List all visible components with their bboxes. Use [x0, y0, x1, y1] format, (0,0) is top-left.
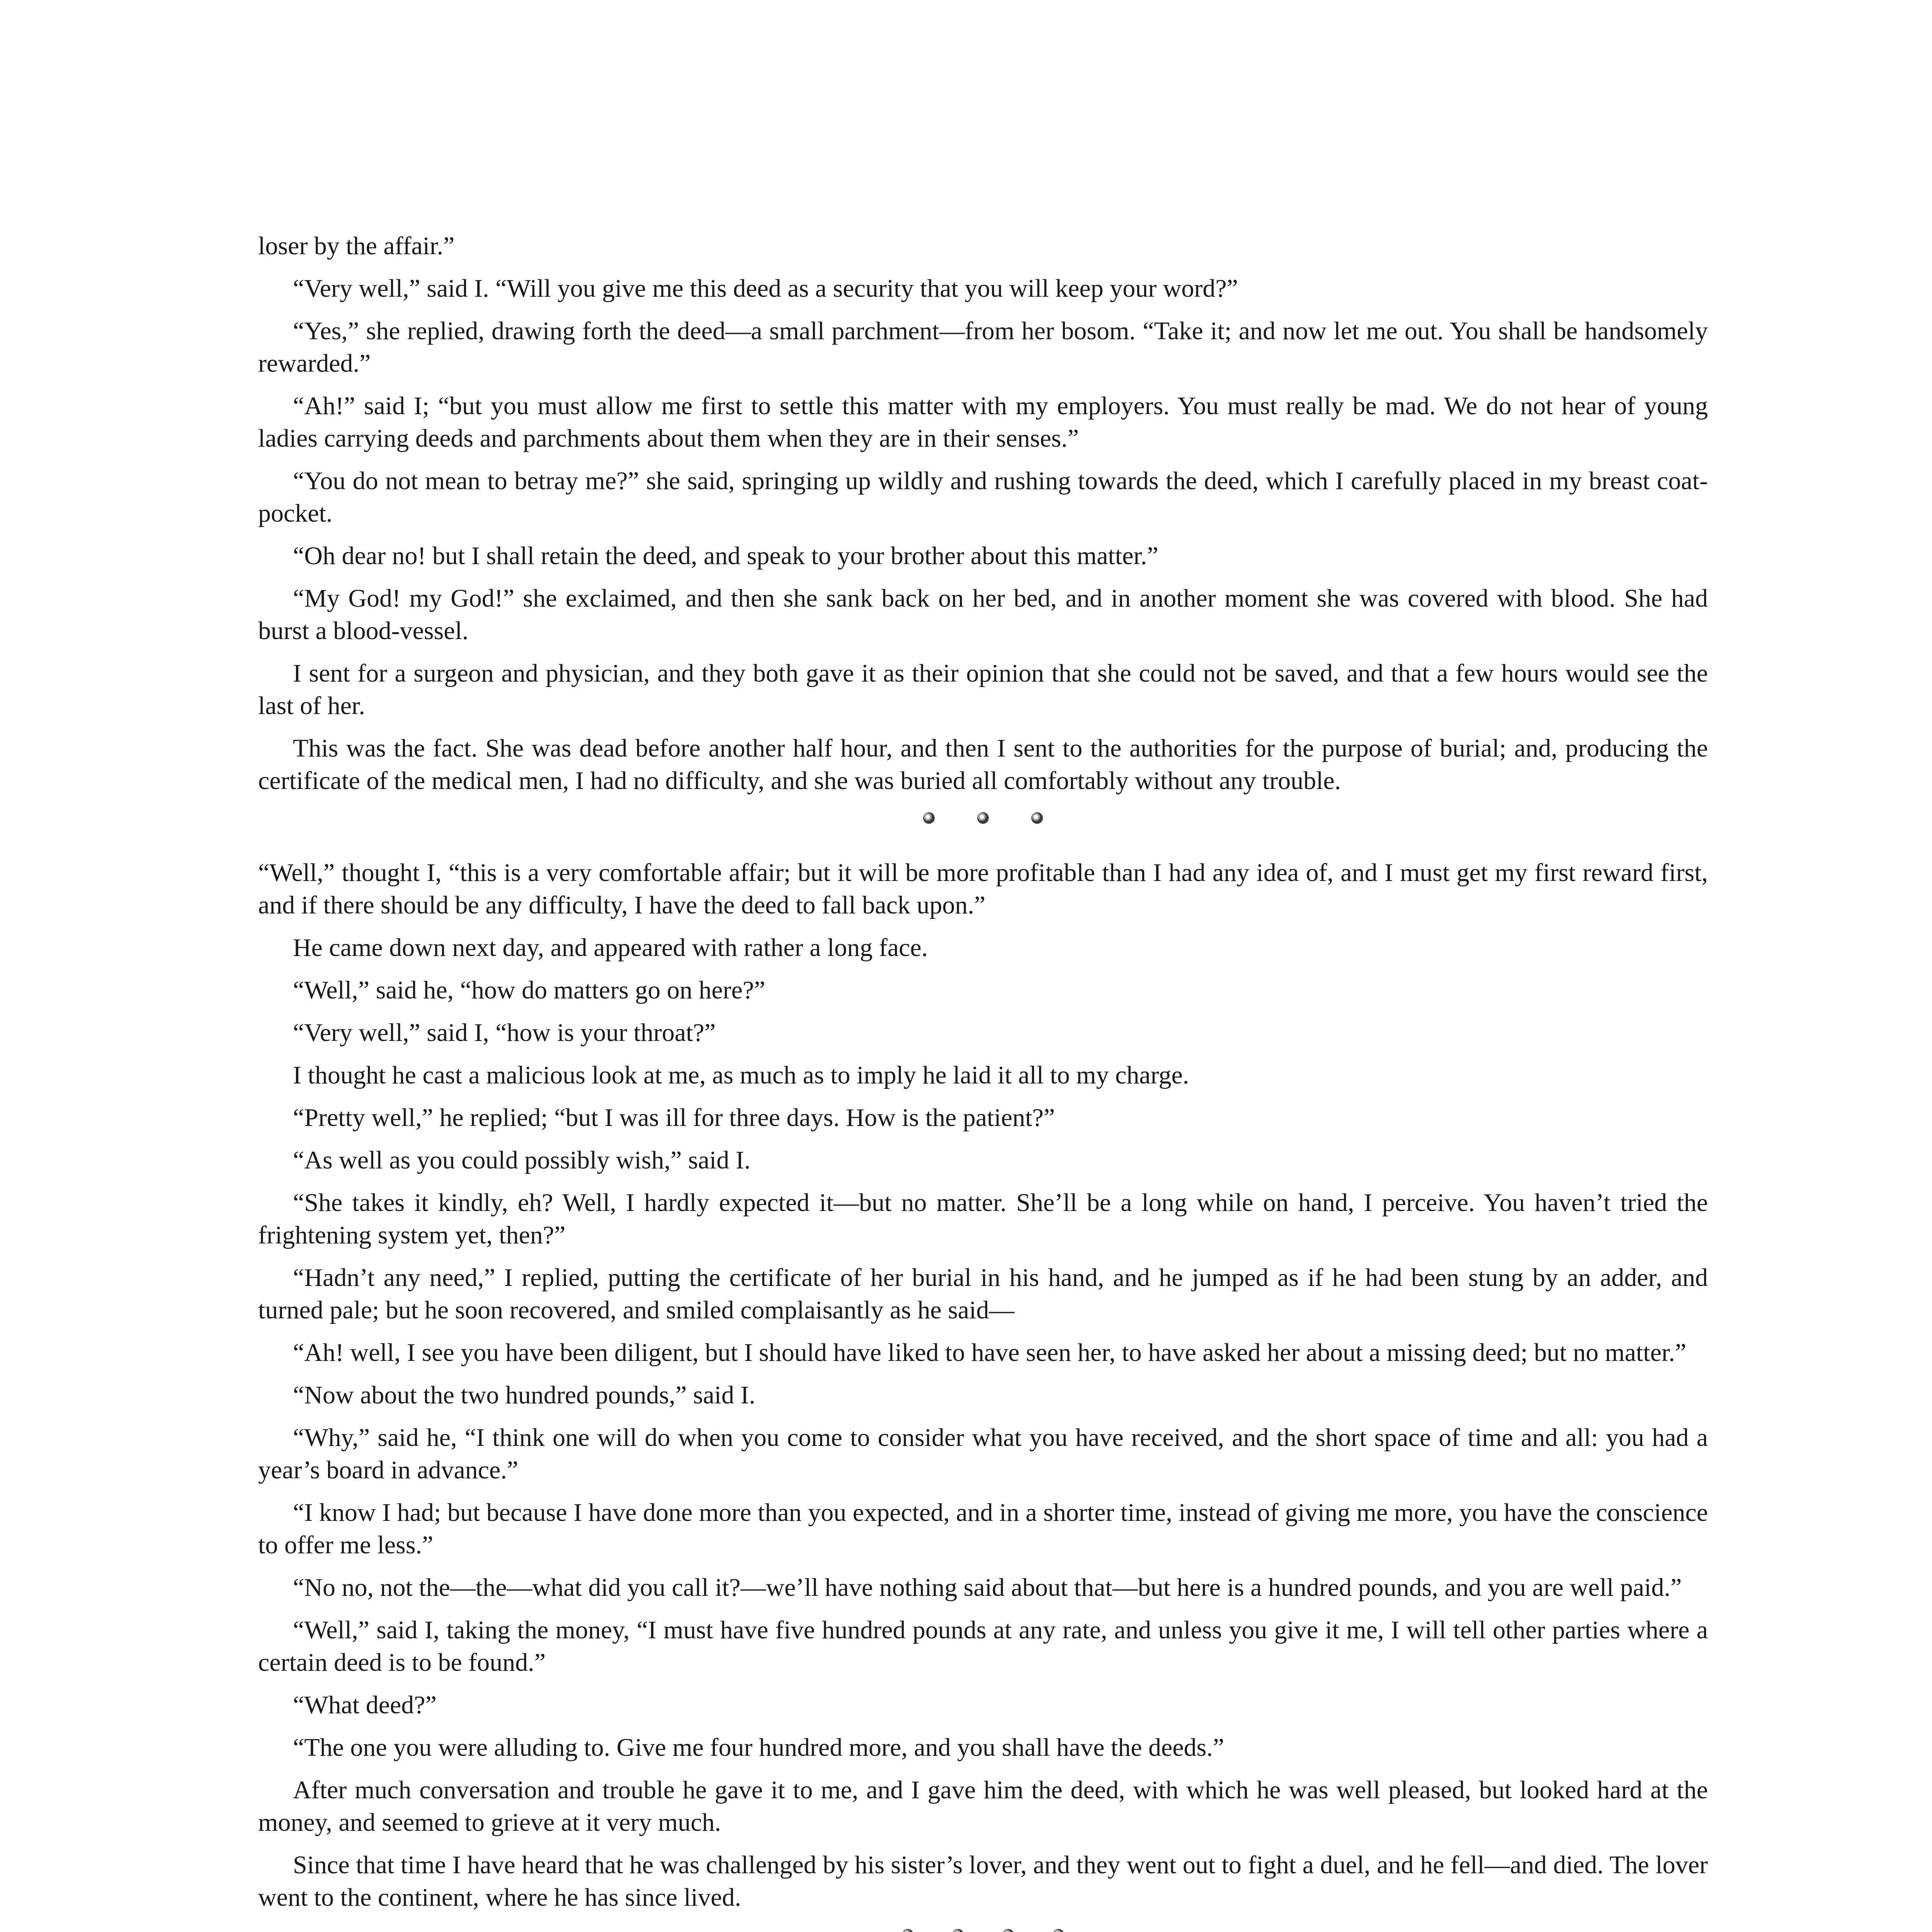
- paragraph: “Well,” thought I, “this is a very comfortable affair; but it will be more profitable than I had any idea of, and I must get my first reward first, and if there should be any difficulty, I have the deed to fall back upon.”: [258, 859, 1708, 919]
- bullet-ornament-icon: [1002, 1929, 1014, 1932]
- section-separator: [258, 1924, 1708, 1932]
- paragraph: “My God! my God!” she exclaimed, and then she sank back on her bed, and in another moment she was covered with blood. She had burst a blood-vessel.: [258, 584, 1708, 645]
- paragraph: He came down next day, and appeared with rather a long face.: [293, 934, 928, 962]
- paragraph: This was the fact. She was dead before another half hour, and then I sent to the authorities for the purpose of burial; and, producing the certificate of the medical men, I had no difficulty, and she was buried all comfortably without any trouble.: [258, 734, 1708, 795]
- paragraph: After much conversation and trouble he gave it to me, and I gave him the deed, with which he was well pleased, but looked hard at the money, and seemed to grieve at it very much.: [258, 1776, 1708, 1837]
- section-1: [258, 230, 1708, 797]
- paragraph: “Well,” said he, “how do matters go on here?”: [293, 976, 765, 1004]
- paragraph: “Well,” said I, taking the money, “I must have five hundred pounds at any rate, and unless you give it me, I will tell other parties where a certain deed is to be found.”: [258, 1616, 1708, 1677]
- bullet-ornament-icon: [923, 812, 935, 824]
- bullet-ornament-icon: [1053, 1929, 1064, 1932]
- paragraph: “Very well,” said I. “Will you give me this deed as a security that you will keep your word?”: [293, 274, 1238, 303]
- paragraph: “Ah! well, I see you have been diligent, but I should have liked to have seen her, to have asked her about a missing deed; but no matter.”: [293, 1338, 1687, 1367]
- paragraph: Since that time I have heard that he was challenged by his sister’s lover, and they went out to fight a duel, and he fell—and died. The lover went to the continent, where he has since lived.: [258, 1851, 1708, 1912]
- paragraph: “What deed?”: [293, 1691, 437, 1719]
- paragraph: I sent for a surgeon and physician, and they both gave it as their opinion that she could not be saved, and that a few hours would see the last of her.: [258, 659, 1708, 720]
- section-separator: [258, 807, 1708, 829]
- document-page: [258, 230, 1708, 1932]
- bullet-ornament-icon: [977, 812, 989, 824]
- paragraph: “Ah!” said I; “but you must allow me first to settle this matter with my employers. You must really be mad. We do not hear of young ladies carrying deeds and parchments about them when they are in their senses.”: [258, 392, 1708, 452]
- bullet-ornament-icon: [952, 1929, 964, 1932]
- paragraph: I thought he cast a malicious look at me, as much as to imply he laid it all to my charge.: [293, 1061, 1189, 1089]
- paragraph: “The one you were alluding to. Give me four hundred more, and you shall have the deeds.”: [293, 1733, 1225, 1762]
- paragraph: “I know I had; but because I have done more than you expected, and in a shorter time, instead of giving me more, you have the conscience to offer me less.”: [258, 1498, 1708, 1559]
- section-2: [258, 857, 1708, 1914]
- paragraph: “Oh dear no! but I shall retain the deed, and speak to your brother about this matter.”: [293, 542, 1158, 570]
- paragraph: “Yes,” she replied, drawing forth the deed—a small parchment—from her bosom. “Take it; and now let me out. You shall be handsomely rewarded.”: [258, 317, 1708, 378]
- paragraph: “Hadn’t any need,” I replied, putting the certificate of her burial in his hand, and he jumped as if he had been stung by an adder, and turned pale; but he soon recovered, and smiled complaisantly as he said—: [258, 1264, 1708, 1324]
- paragraph: “She takes it kindly, eh? Well, I hardly expected it—but no matter. She’ll be a long while on hand, I perceive. You haven’t tried the frightening system yet, then?”: [258, 1189, 1708, 1249]
- paragraph: “Very well,” said I, “how is your throat?”: [293, 1019, 716, 1047]
- paragraph: “Why,” said he, “I think one will do when you come to consider what you have received, and the short space of time and all: you had a year’s board in advance.”: [258, 1423, 1708, 1484]
- paragraph: loser by the affair.”: [258, 232, 455, 260]
- bullet-ornament-icon: [1031, 812, 1043, 824]
- bullet-ornament-icon: [902, 1929, 913, 1932]
- paragraph: “As well as you could possibly wish,” said I.: [293, 1146, 751, 1174]
- paragraph: “Pretty well,” he replied; “but I was ill for three days. How is the patient?”: [293, 1104, 1055, 1132]
- paragraph: “No no, not the—the—what did you call it?—we’ll have nothing said about that—but here is a hundred pounds, and you are well paid.”: [293, 1573, 1682, 1602]
- paragraph: “You do not mean to betray me?” she said, springing up wildly and rushing towards the deed, which I carefully placed in my breast coat-pocket.: [258, 467, 1708, 527]
- paragraph: “Now about the two hundred pounds,” said I.: [293, 1381, 755, 1409]
